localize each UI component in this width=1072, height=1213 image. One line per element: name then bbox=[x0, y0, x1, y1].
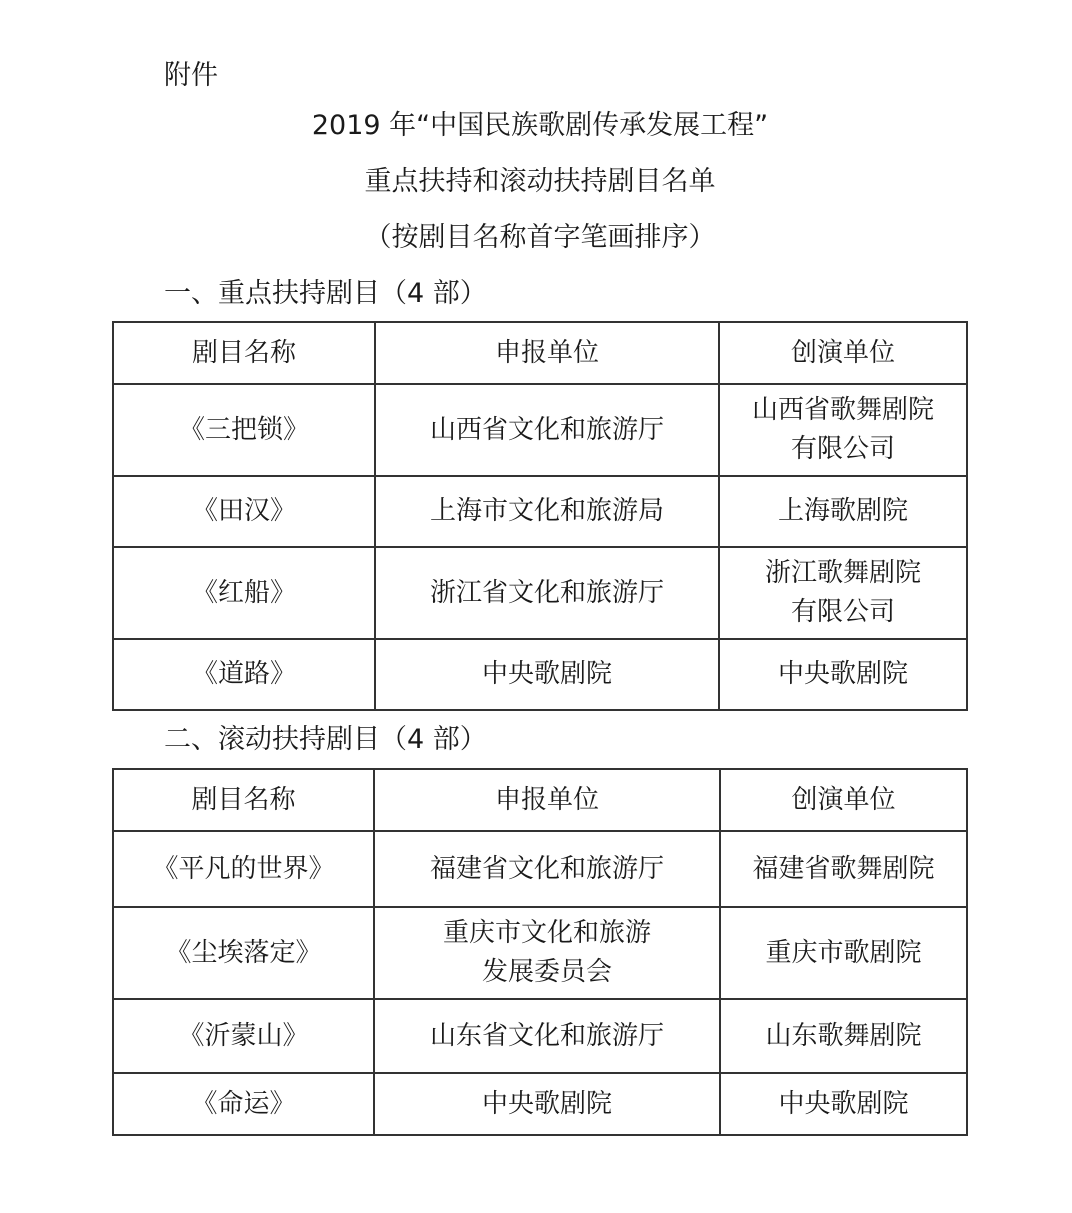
cell-name: 《三把锁》 bbox=[113, 384, 375, 476]
table-row bbox=[113, 831, 967, 907]
header-name: 剧目名称 bbox=[113, 769, 374, 831]
section-heading-rolling-support: 二、滚动扶持剧目（4 部） bbox=[164, 724, 487, 755]
cell-applicant: 中央歌剧院 bbox=[374, 1073, 720, 1135]
document-title-line-2: 重点扶持和滚动扶持剧目名单 bbox=[364, 166, 716, 197]
cell-name: 《尘埃落定》 bbox=[113, 907, 374, 999]
header-applicant: 申报单位 bbox=[374, 769, 720, 831]
cell-creator: 山东歌舞剧院 bbox=[720, 999, 967, 1073]
cell-applicant: 浙江省文化和旅游厅 bbox=[375, 547, 719, 639]
header-applicant: 申报单位 bbox=[375, 322, 719, 384]
cell-creator bbox=[719, 384, 967, 476]
table-header-row bbox=[113, 769, 967, 831]
cell-creator-text: 山西省歌舞剧院有限公司 bbox=[751, 395, 934, 464]
cell-applicant: 中央歌剧院 bbox=[375, 639, 719, 710]
table-row bbox=[113, 907, 967, 999]
cell-applicant: 山西省文化和旅游厅 bbox=[375, 384, 719, 476]
cell-creator: 中央歌剧院 bbox=[719, 639, 967, 710]
table-row bbox=[113, 547, 967, 639]
cell-name: 《平凡的世界》 bbox=[113, 831, 374, 907]
cell-name: 《道路》 bbox=[113, 639, 375, 710]
rolling-support-table bbox=[112, 768, 968, 1136]
section-heading-key-support: 一、重点扶持剧目（4 部） bbox=[164, 278, 487, 309]
key-support-table bbox=[112, 321, 968, 711]
cell-creator-text: 浙江歌舞剧院有限公司 bbox=[764, 558, 921, 627]
table-header-row bbox=[113, 322, 967, 384]
cell-name: 《沂蒙山》 bbox=[113, 999, 374, 1073]
cell-applicant: 福建省文化和旅游厅 bbox=[374, 831, 720, 907]
document-title-line-3: （按剧目名称首字笔画排序） bbox=[364, 222, 716, 253]
cell-name: 《红船》 bbox=[113, 547, 375, 639]
table-row bbox=[113, 384, 967, 476]
cell-name: 《命运》 bbox=[113, 1073, 374, 1135]
cell-creator bbox=[719, 547, 967, 639]
table-row bbox=[113, 999, 967, 1073]
cell-creator: 重庆市歌剧院 bbox=[720, 907, 967, 999]
attachment-label: 附件 bbox=[164, 60, 218, 91]
cell-creator: 福建省歌舞剧院 bbox=[720, 831, 967, 907]
cell-applicant-text: 重庆市文化和旅游发展委员会 bbox=[442, 918, 651, 987]
cell-applicant: 山东省文化和旅游厅 bbox=[374, 999, 720, 1073]
table-row bbox=[113, 476, 967, 547]
document-title-line-1: 2019 年“中国民族歌剧传承发展工程” bbox=[311, 110, 769, 141]
cell-applicant: 上海市文化和旅游局 bbox=[375, 476, 719, 547]
table-row bbox=[113, 1073, 967, 1135]
header-creator: 创演单位 bbox=[720, 769, 967, 831]
cell-creator: 上海歌剧院 bbox=[719, 476, 967, 547]
header-creator: 创演单位 bbox=[719, 322, 967, 384]
cell-creator: 中央歌剧院 bbox=[720, 1073, 967, 1135]
header-name: 剧目名称 bbox=[113, 322, 375, 384]
cell-applicant bbox=[374, 907, 720, 999]
cell-name: 《田汉》 bbox=[113, 476, 375, 547]
table-row bbox=[113, 639, 967, 710]
